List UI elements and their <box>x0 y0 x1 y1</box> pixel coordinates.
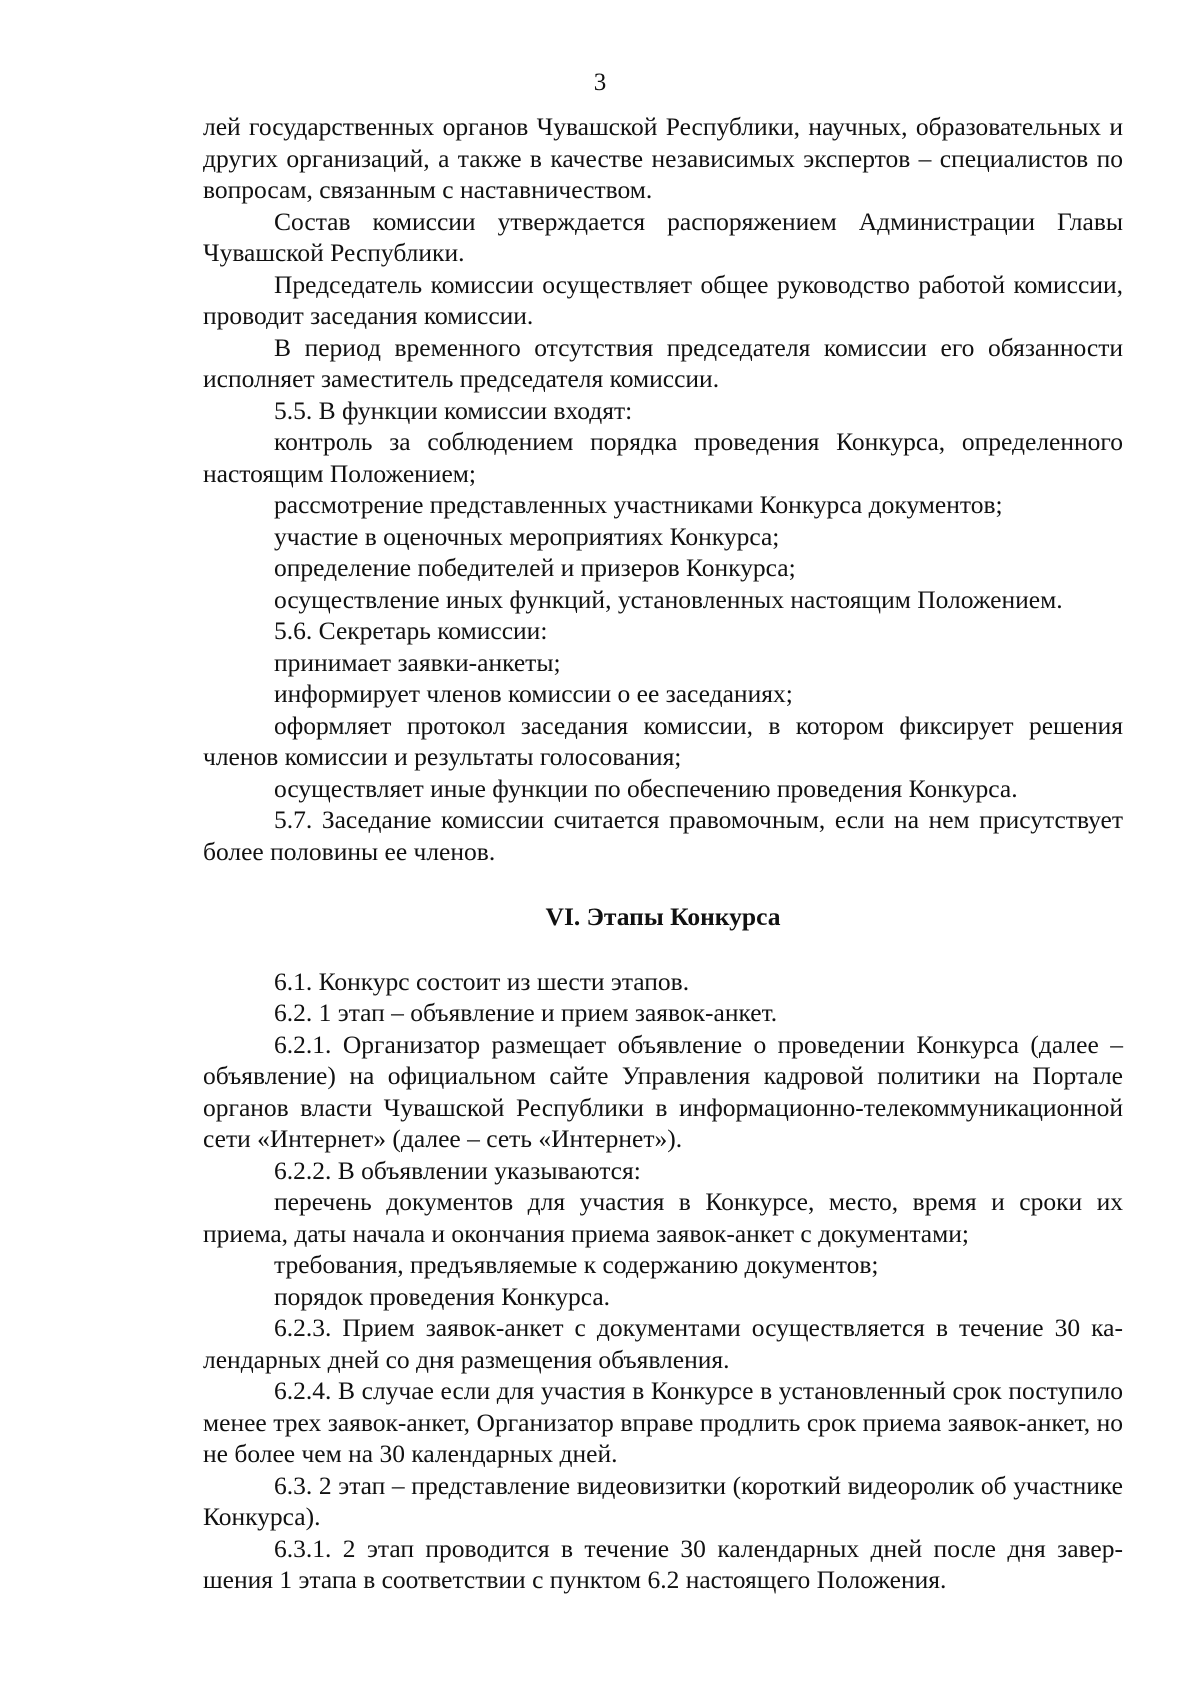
paragraph: Председатель комиссии осуществляет общее руководство работой комиссии, проводит заседания комиссии. <box>203 269 1123 330</box>
paragraph: осуществляет иные функции по обеспечению проведения Конкурса. <box>274 773 1018 803</box>
paragraph: 6.3.1. 2 этап проводится в течение 30 календарных дней после дня завершения 1 этапа в соответствии с пунктом 6.2 настоящего Положения. <box>203 1533 1123 1594</box>
document-body <box>203 111 1123 1596</box>
paragraph: принимает заявки-анкеты; <box>274 647 561 677</box>
paragraph: 5.7. Заседание комиссии считается правомочным, если на нем присутствует более половины ее членов. <box>203 805 1123 866</box>
paragraph: 6.3. 2 этап – представление видеовизитки (короткий видеоролик об участнике Конкурса). <box>203 1470 1123 1531</box>
paragraph: требования, предъявляемые к содержанию документов; <box>274 1250 879 1279</box>
paragraph: осуществление иных функций, установленных настоящим Положением. <box>274 584 1063 614</box>
section-vi-body <box>203 966 1123 1596</box>
section-heading: VI. Этапы Конкурса <box>545 902 781 931</box>
paragraph: определение победителей и призеров Конкурса; <box>274 553 796 582</box>
page-number: 3 <box>593 69 607 96</box>
paragraph: 5.6. Секретарь комиссии: <box>274 616 548 645</box>
paragraph: 6.2.1. Организатор размещает объявление о проведении Конкурса (далее – объявление) на официальном сайте Управления кадровой политики на Портале органов власти Чувашской Республики в информационно-телекоммуникационной сети «Интернет» (далее – сеть «Интернет»). <box>203 1029 1123 1153</box>
paragraph: 6.2.3. Прием заявок-анкет с документами осуществляется в течение 30 календарных дней со дня размещения объявления. <box>203 1313 1123 1374</box>
paragraph: В период временного отсутствия председателя комиссии его обязанности исполняет заместитель председателя комиссии. <box>203 332 1123 393</box>
paragraph: контроль за соблюдением порядка проведения Конкурса, определенного настоящим Положением; <box>203 427 1123 488</box>
paragraph: информирует членов комиссии о ее заседаниях; <box>274 679 793 708</box>
paragraph: 6.1. Конкурс состоит из шести этапов. <box>274 966 690 996</box>
paragraph: порядок проведения Конкурса. <box>274 1281 611 1311</box>
paragraph: перечень документов для участия в Конкурсе, место, время и сроки их приема, даты начала и окончания приема заявок-анкет с документами; <box>203 1187 1123 1248</box>
paragraph: лей государственных органов Чувашской Республики, научных, образовательных и других организаций, а также в качестве независимых экспертов – специалистов по вопросам, связанным с наставничеством. <box>203 112 1123 204</box>
paragraph: рассмотрение представленных участниками Конкурса документов; <box>274 490 1003 519</box>
paragraph: участие в оценочных мероприятиях Конкурса; <box>274 521 780 551</box>
paragraph: Состав комиссии утверждается распоряжением Администрации Главы Чувашской Республики. <box>203 206 1123 267</box>
paragraph: 6.2.4. В случае если для участия в Конкурсе в установленный срок поступило менее трех заявок-анкет, Организатор вправе продлить срок приема заявок-анкет, но не более чем на 30 календарных дней. <box>203 1376 1123 1468</box>
section-v-continuation <box>203 111 1123 867</box>
paragraph: 6.2. 1 этап – объявление и прием заявок-анкет. <box>274 998 778 1027</box>
paragraph: 6.2.2. В объявлении указываются: <box>274 1155 641 1185</box>
paragraph: 5.5. В функции комиссии входят: <box>274 395 633 425</box>
paragraph: оформляет протокол заседания комиссии, в котором фиксирует решения членов комиссии и результаты голосования; <box>203 710 1123 771</box>
